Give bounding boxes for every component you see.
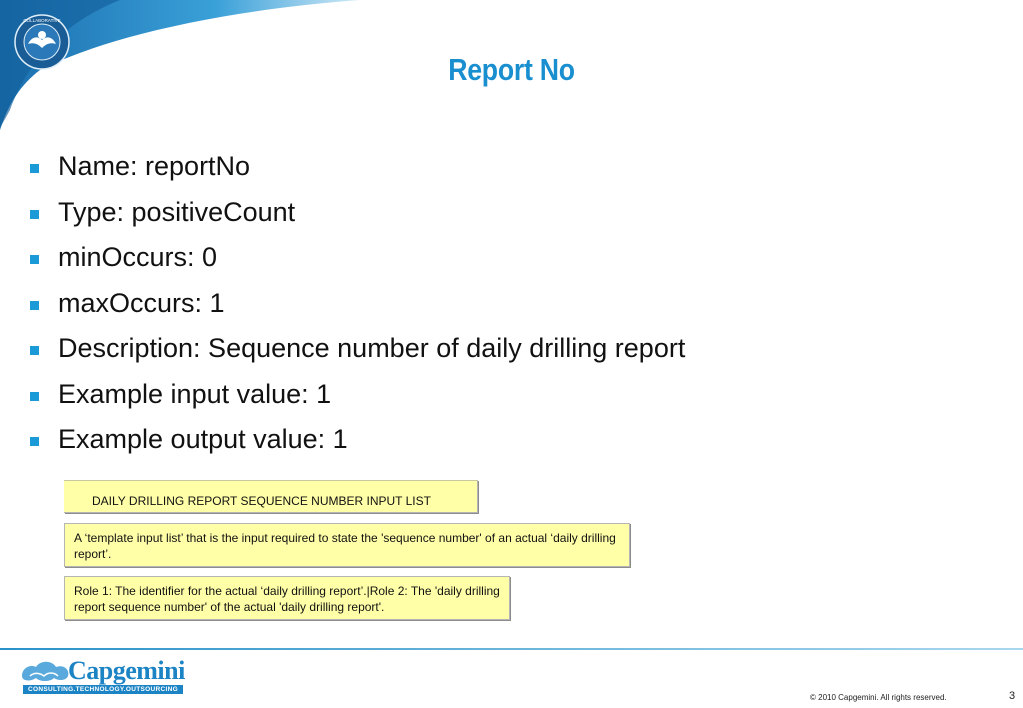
square-bullet-icon [30, 164, 39, 173]
slide-title: Report No [448, 52, 575, 87]
bullet-text: Description: Sequence number of daily drilling report [58, 333, 686, 363]
bullet-text: Type: positiveCount [58, 196, 296, 227]
input-list-title-box: DAILY DRILLING REPORT SEQUENCE NUMBER INPUT LIST [64, 480, 478, 513]
footer-divider [0, 648, 1023, 650]
square-bullet-icon [30, 392, 39, 401]
bullet-text: Example input value: 1 [58, 378, 332, 409]
square-bullet-icon [30, 437, 39, 446]
copyright-text: © 2010 Capgemini. All rights reserved. [810, 693, 947, 702]
bullet-text: Name: reportNo [58, 151, 251, 181]
square-bullet-icon [30, 346, 39, 355]
bullet-item [30, 288, 685, 334]
bullet-item [30, 197, 685, 243]
logo-tagline: CONSULTING.TECHNOLOGY.OUTSOURCING [23, 685, 183, 694]
bullet-item [30, 151, 685, 197]
spade-cloud-icon [20, 658, 70, 684]
bullet-text: Example output value: 1 [58, 424, 348, 454]
bullet-text: maxOccurs: 1 [58, 287, 225, 318]
square-bullet-icon [30, 210, 39, 219]
bullet-item [30, 242, 685, 288]
bullet-item [30, 424, 685, 470]
bullet-item [30, 333, 685, 379]
collaborative-seal-icon [14, 14, 70, 70]
bullet-list [30, 151, 685, 470]
square-bullet-icon [30, 255, 39, 264]
roles-box: Role 1: The identifier for the actual ‘daily drilling report’.|Role 2: The 'daily drilling report sequence number' of the actual 'daily drilling report'. [64, 576, 510, 620]
square-bullet-icon [30, 301, 39, 310]
logo-wordmark: Capgemini [68, 656, 185, 685]
svg-text:COLLABORATIVE: COLLABORATIVE [23, 18, 61, 23]
input-list-definition-box: A ‘template input list’ that is the input required to state the 'sequence number' of an actual ‘daily drilling report’. [64, 523, 630, 567]
capgemini-logo [20, 656, 185, 698]
bullet-item [30, 379, 685, 425]
page-number: 3 [1009, 690, 1016, 702]
bullet-text: minOccurs: 0 [58, 242, 218, 272]
